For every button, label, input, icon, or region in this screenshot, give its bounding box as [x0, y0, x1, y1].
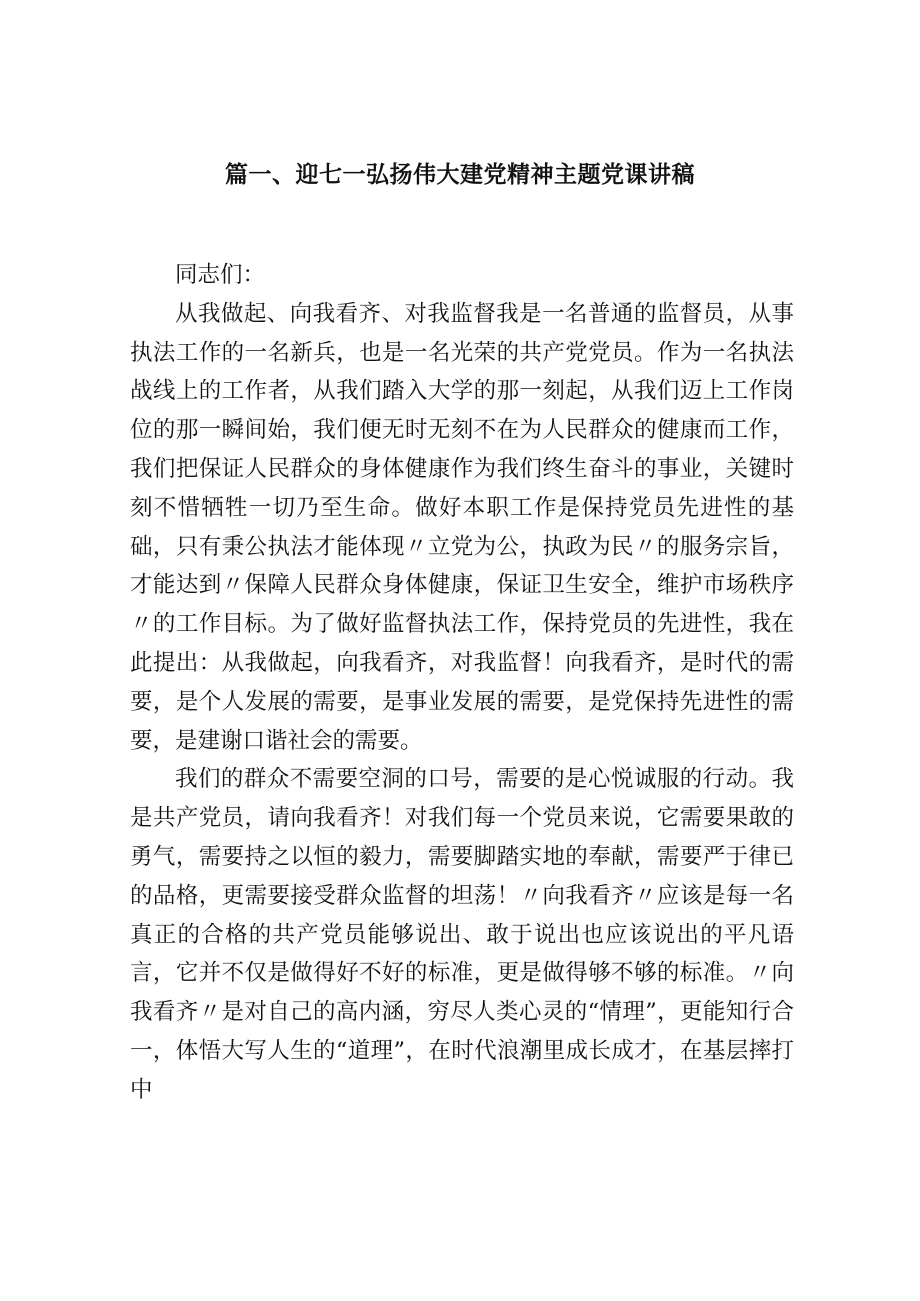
document-title: 篇一、迎七一弘扬伟大建党精神主题党课讲稿 — [225, 162, 695, 188]
paragraph-2: 我们的群众不需要空洞的口号，需要的是心悦诚服的行动。我是共产党员，请向我看齐！对我们每一个党员来说，它需要果敢的勇气，需要持之以恒的毅力，需要脚踏实地的奉献，需要严于律已的品格，更需要接受群众监督的坦荡！〃向我看齐〃应该是每一名真正的合格的共产党员能够说出、敢于说出也应该说出的平凡语言，它并不仅是做得好不好的标准，更是做得够不够的标准。〃向我看齐〃是对自己的高内涵，穷尽人类心灵的“情理”，更能知行合一，体悟大写人生的“道理”，在时代浪潮里成长成才，在基层摔打中 — [130, 766, 794, 1103]
salutation: 同志们： — [175, 262, 266, 288]
paragraph-1: 从我做起、向我看齐、对我监督我是一名普通的监督员，从事执法工作的一名新兵，也是一名光荣的共产党党员。作为一名执法战线上的工作者，从我们踏入大学的那一刻起，从我们迈上工作岗位的那一瞬间始，我们便无时无刻不在为人民群众的健康而工作，我们把保证人民群众的身体健康作为我们终生奋斗的事业，关键时刻不惜牺牲一切乃至生命。做好本职工作是保持党员先进性的基础，只有秉公执法才能体现〃立党为公，执政为民〃的服务宗旨，才能达到〃保障人民群众身体健康，保证卫生安全，维护市场秩序〃的工作目标。为了做好监督执法工作，保持党员的先进性，我在此提出：从我做起，向我看齐，对我监督！向我看齐，是时代的需要，是个人发展的需要，是事业发展的需要，是党保持先进性的需要，是建谢口谐社会的需要。 — [130, 300, 794, 754]
document-body — [130, 256, 794, 1110]
